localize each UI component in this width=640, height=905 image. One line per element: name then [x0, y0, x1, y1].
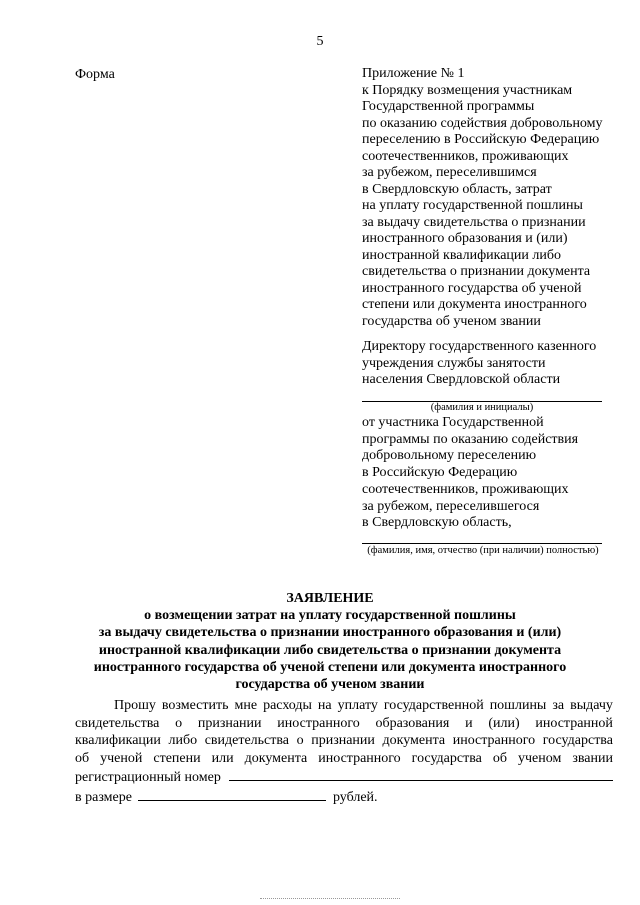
appendix-line: степени или документа иностранного: [362, 297, 587, 312]
word: иностранного: [318, 750, 401, 766]
reg-number-row: [75, 767, 613, 787]
word: о: [296, 733, 304, 748]
word: государства: [411, 750, 482, 766]
reg-number-label: регистрационный номер: [75, 770, 221, 785]
appendix-line: к Порядку возмещения участникам: [362, 82, 573, 98]
word: на: [317, 698, 332, 713]
word: (или): [488, 715, 520, 731]
word: иностранного: [452, 733, 536, 748]
word: ученой: [100, 750, 143, 766]
applicant-name-field[interactable]: [362, 543, 602, 544]
word: об: [492, 750, 507, 766]
word: свидетельства: [75, 715, 160, 731]
word: звании: [572, 750, 613, 766]
appendix-line: в Свердловскую область, затрат: [362, 181, 552, 197]
applicant-line: за рубежом, переселившегося: [362, 498, 540, 514]
word: пошлины: [489, 698, 547, 713]
word: признании: [311, 733, 375, 748]
word: либо: [168, 733, 198, 748]
word: расходы: [263, 698, 312, 713]
word: государства: [542, 733, 613, 748]
addressee-line: населения Свердловской области: [362, 372, 561, 387]
appendix-line: Государственной программы: [362, 99, 535, 114]
title-line: иностранной квалификации либо свидетельства о признании документа: [98, 642, 562, 658]
title-line: за выдачу свидетельства о признании иностранного образования и (или): [98, 625, 562, 641]
word: иностранного: [277, 715, 360, 731]
title-heading: ЗАЯВЛЕНИЕ: [286, 591, 374, 606]
appendix-line: на уплату государственной пошлины: [362, 198, 583, 213]
word: документа: [382, 733, 446, 748]
word: иностранной: [535, 715, 613, 731]
word: и: [465, 715, 473, 731]
word: свидетельства: [204, 733, 290, 748]
word: или: [211, 750, 234, 766]
title-line: иностранного государства об ученой степени или документа иностранного: [93, 659, 567, 675]
addressee-line: Директору государственного казенного: [362, 339, 597, 354]
body-line: [75, 697, 613, 715]
applicant-line: программы по оказанию содействия: [362, 431, 579, 447]
body-line: [75, 732, 613, 750]
appendix-line: иностранной квалификации либо: [362, 247, 562, 263]
addressee-line: учреждения службы занятости: [362, 355, 546, 371]
body-line: [75, 750, 613, 768]
applicant-line: от участника Государственной: [362, 415, 544, 430]
appendix-line: за выдачу свидетельства о признании: [362, 214, 586, 230]
title-line: о возмещении затрат на уплату государственной пошлины: [144, 608, 516, 624]
applicant-line: добровольному переселению: [362, 448, 537, 464]
application-body: [75, 697, 613, 806]
appendix-line: Приложение № 1: [362, 66, 465, 81]
appendix-line: государства об ученом звании: [362, 313, 541, 329]
word: о: [175, 715, 183, 731]
amount-label: в размере: [75, 789, 132, 805]
word: государственной: [383, 698, 484, 713]
word: признании: [197, 715, 262, 731]
word: Прошу: [114, 698, 156, 713]
amount-row: [75, 787, 613, 807]
appendix-block: [362, 66, 632, 330]
amount-field[interactable]: [138, 787, 326, 801]
applicant-line: соотечественников, проживающих: [362, 481, 569, 497]
appendix-line: по оказанию содействия добровольному: [362, 115, 603, 131]
word: уплату: [337, 698, 378, 713]
applicant-line: в Свердловскую область,: [362, 515, 512, 531]
page-number: 5: [316, 34, 324, 49]
appendix-line: свидетельства о признании документа: [362, 264, 591, 279]
reg-number-field[interactable]: [229, 767, 613, 781]
applicant-block: [362, 415, 632, 532]
title-line: государства об ученом звании: [235, 677, 425, 693]
word: об: [75, 750, 90, 766]
appendix-line: иностранного государства об ученой: [362, 280, 582, 296]
word: возместить: [161, 698, 229, 713]
word: образования: [375, 715, 450, 731]
applicant-name-caption: (фамилия, имя, отчество (при наличии) полностью): [367, 545, 599, 556]
word: ученом: [518, 750, 562, 766]
amount-suffix: рублей.: [332, 789, 378, 805]
appendix-line: за рубежом, переселившимся: [362, 165, 537, 180]
addressee-name-caption: (фамилия и инициалы): [430, 402, 534, 413]
word: документа: [244, 750, 308, 766]
appendix-line: соотечественников, проживающих: [362, 148, 569, 164]
body-line: [75, 715, 613, 733]
form-label: Форма: [75, 67, 115, 82]
addressee-block: [362, 339, 632, 389]
word: мне: [234, 698, 258, 713]
word: за: [552, 698, 565, 713]
word: степени: [153, 750, 201, 766]
document-title: [60, 590, 600, 693]
page-edge-dots: [260, 898, 400, 899]
applicant-line: в Российскую Федерацию: [362, 465, 518, 481]
word: квалификации: [75, 733, 161, 748]
appendix-line: иностранного образования и (или): [362, 231, 568, 246]
appendix-line: переселению в Российскую Федерацию: [362, 132, 600, 147]
word: выдачу: [570, 698, 613, 713]
